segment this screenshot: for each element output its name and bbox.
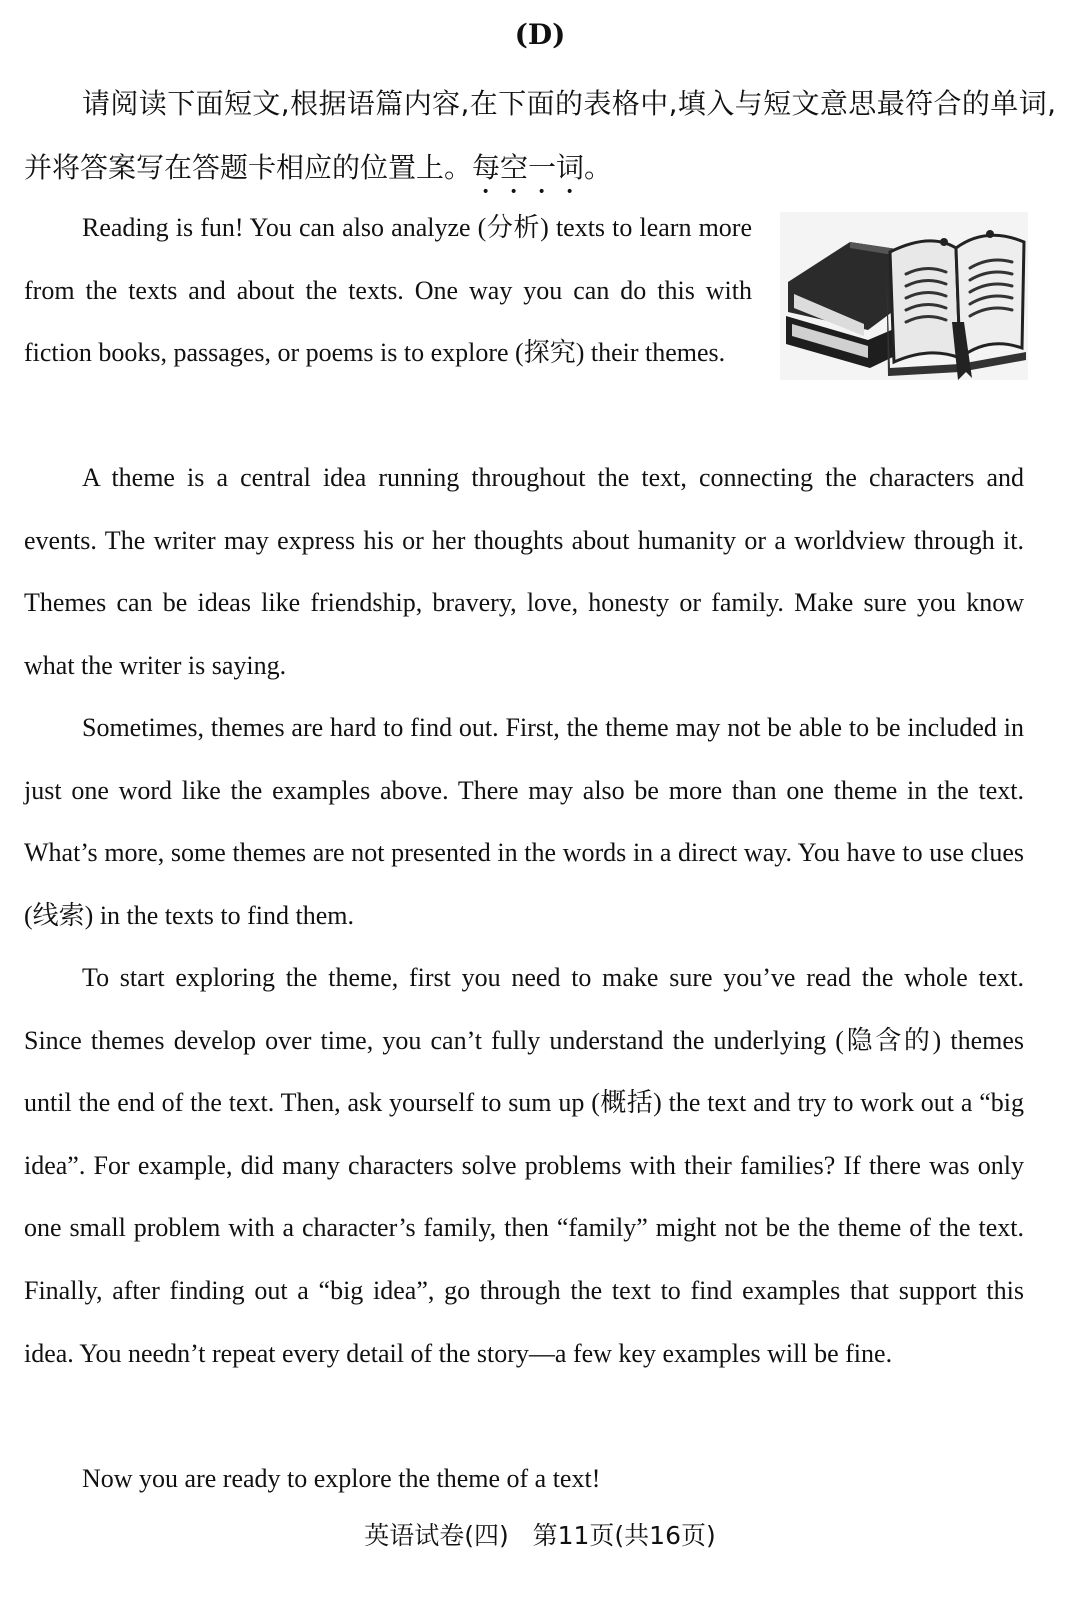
section-label: (D) — [514, 18, 566, 51]
instructions-emphasis: 每空一词 — [472, 151, 585, 184]
paragraph-4: To start exploring the theme, first you need to make sure you’ve read the whole text. Since themes develop over time, you can’t fully understand the underlying (隐含的) themes until the end of the text. Then, ask yourself to sum up (概括) the text and try to work out a “big idea”. For example, did many characters solve problems with their families? If there was only one small problem with a character’s family, then “family” might not be the theme of the text. Finally, after finding out a “big idea”, go through the text to find examples that support this idea. You needn’t repeat every detail of the story—a few key examples will be fine. — [24, 963, 1024, 1368]
instructions — [24, 72, 1056, 200]
paragraph-5: Now you are ready to explore the theme of a text! — [82, 1464, 601, 1493]
instructions-text: 请阅读下面短文,根据语篇内容,在下面的表格中,填入与短文意思最符合的单词,并将答案写在答题卡相应的位置上。 — [24, 87, 1056, 184]
open-book-icon — [780, 212, 1028, 380]
paragraph-3: Sometimes, themes are hard to find out. First, the theme may not be able to be included in just one word like the examples above. There may also be more than one theme in the text. What’s more, some themes are not presented in the words in a direct way. You have to use clues (线索) in the texts to find them. — [24, 713, 1024, 930]
page-footer — [0, 1516, 1080, 1552]
footer-page-number: 第11页(共16页) — [532, 1521, 716, 1550]
footer-paper-title: 英语试卷(四) — [364, 1521, 509, 1550]
paragraph-2: A theme is a central idea running throughout the text, connecting the characters and events. The writer may express his or her thoughts about humanity or a worldview through it. Themes can be ideas like friendship, bravery, love, honesty or family. Make sure you know what the writer is saying. — [24, 463, 1024, 680]
instructions-period: 。 — [584, 151, 613, 184]
paragraph-1: Reading is fun! You can also analyze (分析) texts to learn more from the texts and about the texts. One way you can do this with fiction books, passages, or poems is to explore (探究) their themes. — [24, 213, 752, 368]
